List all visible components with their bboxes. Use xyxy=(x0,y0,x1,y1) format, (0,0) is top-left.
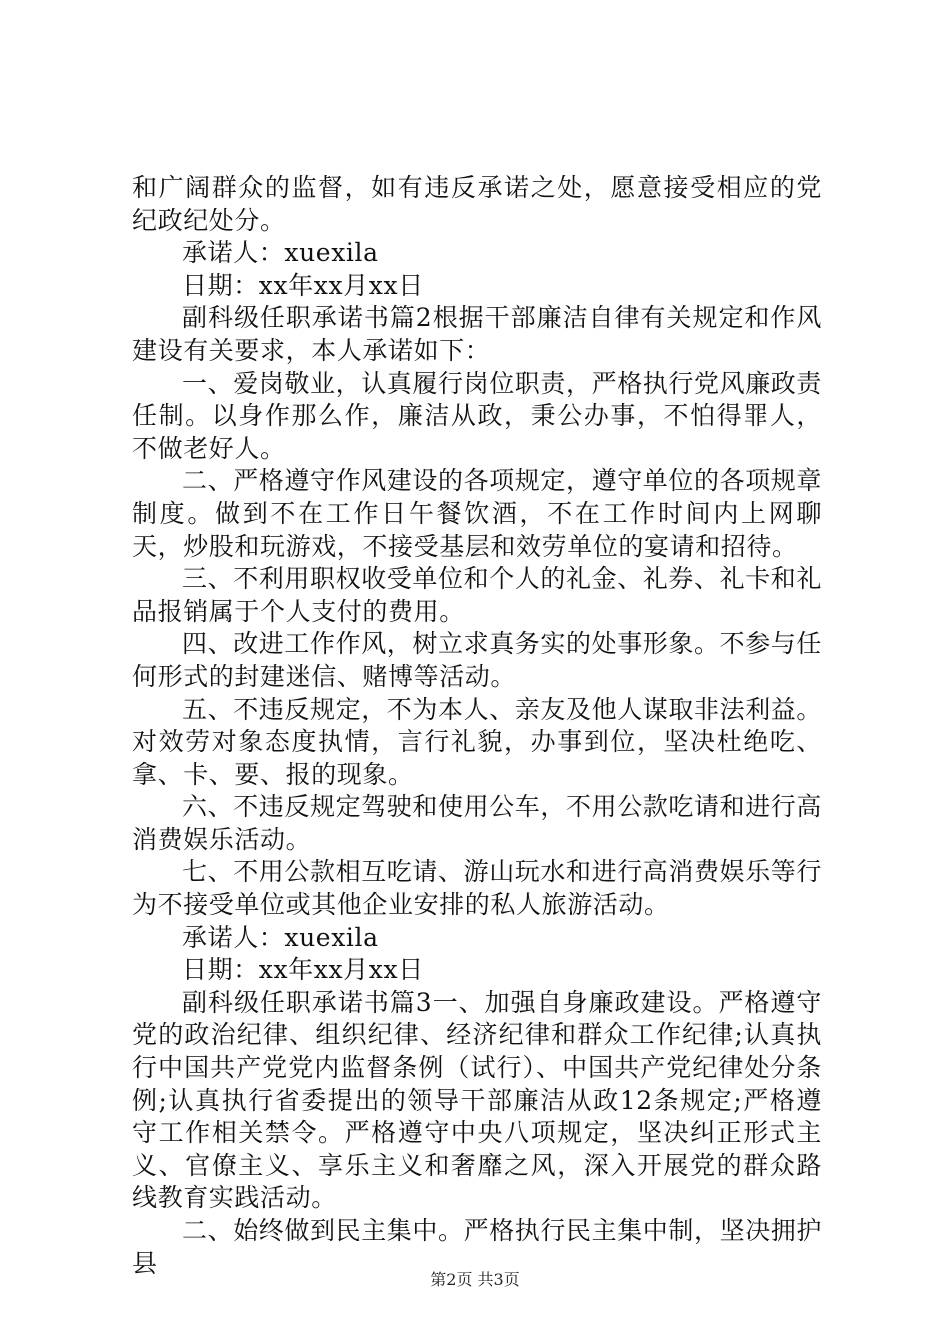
page-number: 第2页 xyxy=(430,1270,473,1289)
paragraph-continuation: 和广阔群众的监督，如有违反承诺之处，愿意接受相应的党纪政纪处分。 xyxy=(132,173,822,235)
pledge-item-6: 六、不违反规定驾驶和使用公车，不用公款吃请和进行高消费娱乐活动。 xyxy=(132,792,823,854)
page-total: 共3页 xyxy=(477,1270,520,1289)
pledge-item-7: 七、不用公款相互吃请、游山玩水和进行高消费娱乐等行为不接受单位或其他企业安排的私人旅游活动。 xyxy=(132,857,823,920)
pledge-item-2: 二、严格遵守作风建设的各项规定，遵守单位的各项规章制度。做到不在工作日午餐饮酒，不在工作时间内上网聊天，炒股和玩游戏，不接受基层和效劳单位的宴请和招待。 xyxy=(132,466,823,561)
pledge-item-1: 一、爱岗敬业，认真履行岗位职责，严格执行党风廉政责任制。以身作那么作，廉洁从政，秉公办事，不怕得罪人，不做老好人。 xyxy=(132,368,823,463)
pledge-item-4: 四、改进工作作风，树立求真务实的处事形象。不参与任何形式的封建迷信、赌博等活动。 xyxy=(132,629,823,691)
document-body xyxy=(132,172,822,1280)
signer-line: 承诺人：xuexila xyxy=(182,238,379,268)
date-line: 日期：xx年xx月xx日 xyxy=(182,270,424,300)
date-line: 日期：xx年xx月xx日 xyxy=(182,955,424,985)
pledge-item-section3-2: 二、始终做到民主集中。严格执行民主集中制，坚决拥护县 xyxy=(132,1216,823,1278)
page-footer xyxy=(0,1270,950,1290)
section-intro-3: 副科级任职承诺书篇3一、加强自身廉政建设。严格遵守党的政治纪律、组织纪律、经济纪律和群众工作纪律;认真执行中国共产党党内监督条例（试行）、中国共产党纪律处分条例;认真执行省委提出的领导干部廉洁从政12条规定;严格遵守工作相关禁令。严格遵守中央八项规定，坚决纠正形式主义、官僚主义、享乐主义和奢靡之风，深入开展党的群众路线教育实践活动。 xyxy=(132,987,822,1213)
signer-line: 承诺人：xuexila xyxy=(182,922,379,952)
pledge-item-3: 三、不利用职权收受单位和个人的礼金、礼券、礼卡和礼品报销属于个人支付的费用。 xyxy=(132,564,823,626)
pledge-item-5: 五、不违反规定，不为本人、亲友及他人谋取非法利益。对效劳对象态度执情，言行礼貌，办事到位，坚决杜绝吃、拿、卡、要、报的现象。 xyxy=(132,694,823,789)
section-intro-2: 副科级任职承诺书篇2根据干部廉洁自律有关规定和作风建设有关要求，本人承诺如下： xyxy=(132,303,822,365)
